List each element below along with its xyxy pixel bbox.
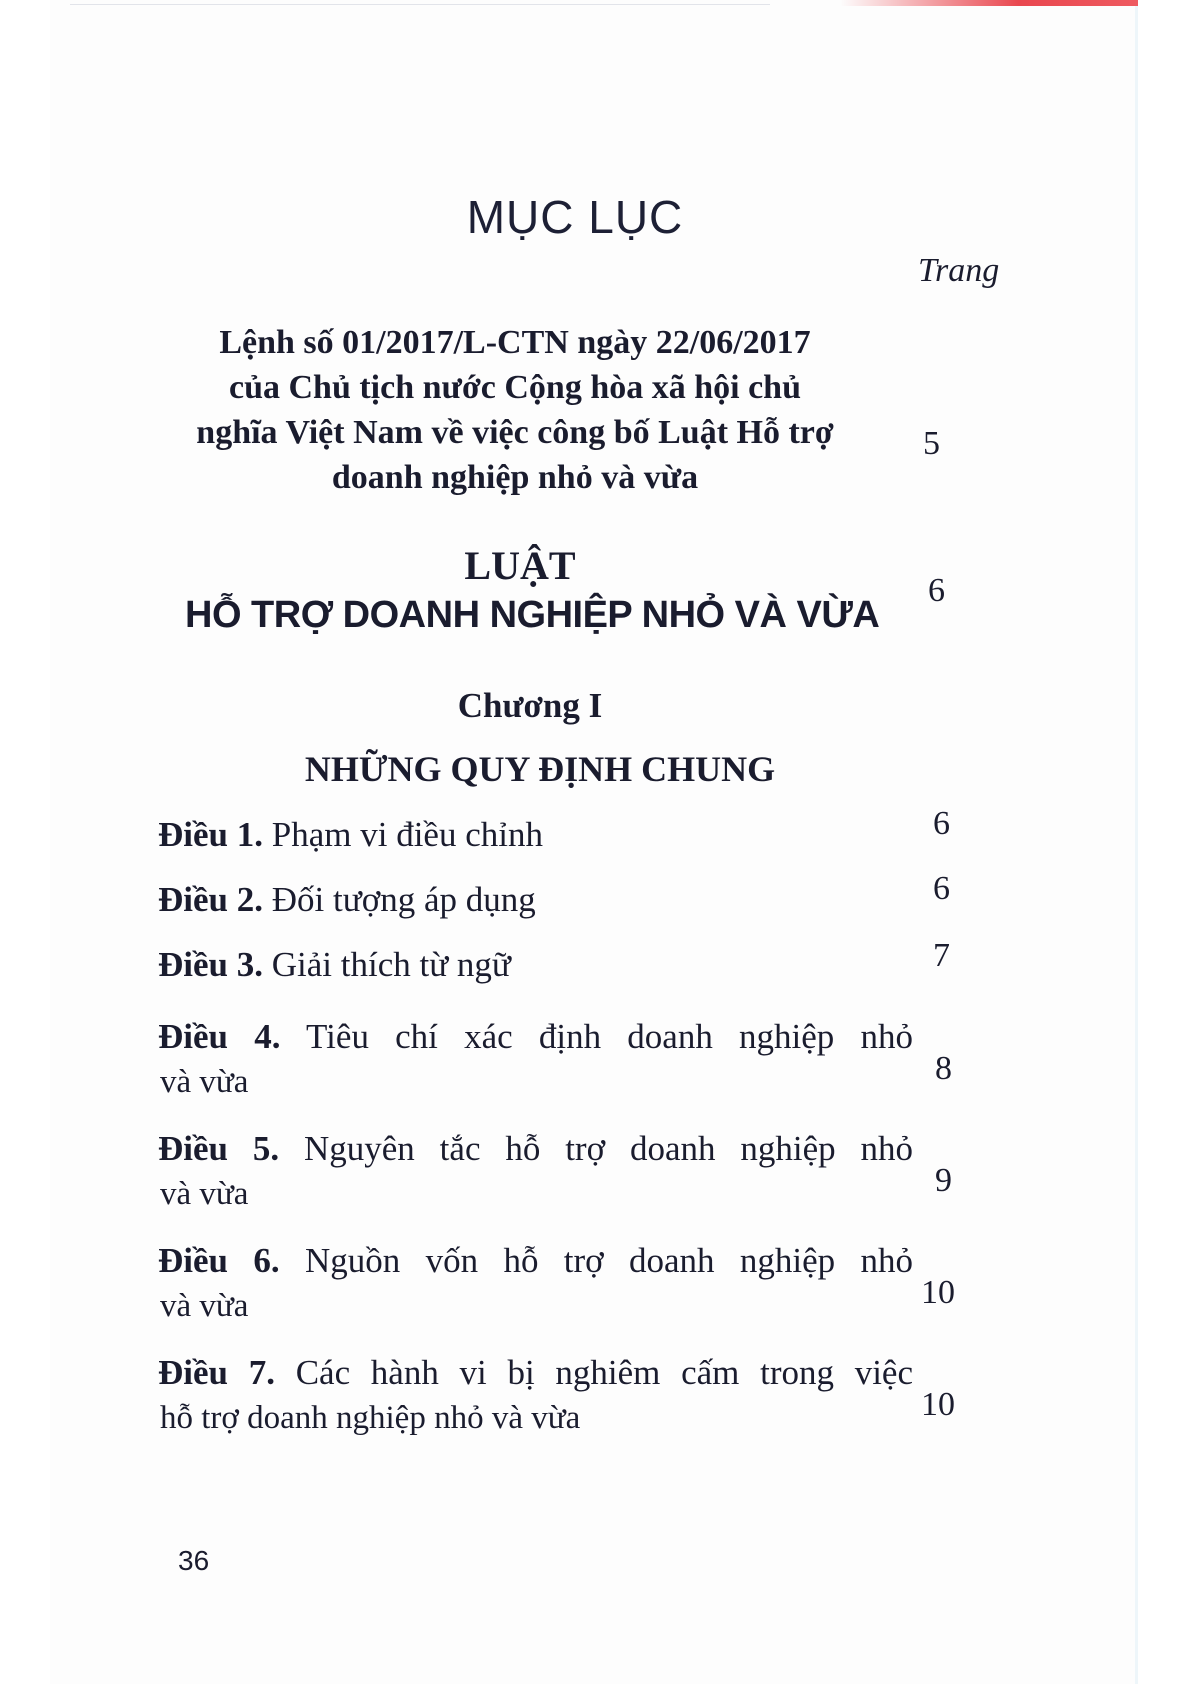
cover-edge-red	[840, 0, 1138, 6]
article-title: Nguyên tắc hỗ trợ doanh nghiệp nhỏ	[304, 1129, 913, 1168]
article-5-page: 9	[935, 1162, 952, 1199]
article-label: Điều 6.	[158, 1241, 280, 1280]
intro-line: Lệnh số 01/2017/L-CTN ngày 22/06/2017	[219, 324, 811, 361]
article-title: Tiêu chí xác định doanh nghiệp nhỏ	[306, 1017, 913, 1056]
article-5-continuation: và vừa	[160, 1176, 249, 1212]
article-title: Phạm vi điều chỉnh	[271, 815, 543, 854]
toc-entry-article-1[interactable]	[158, 815, 543, 855]
article-label: Điều 1.	[158, 815, 263, 854]
article-6-continuation: và vừa	[160, 1288, 249, 1324]
article-label: Điều 4.	[158, 1017, 281, 1056]
article-label: Điều 5.	[158, 1129, 280, 1168]
scan-margin	[1138, 0, 1190, 1684]
article-4-continuation: và vừa	[160, 1064, 249, 1100]
page-number: 36	[178, 1545, 210, 1576]
toc-entry-intro[interactable]	[150, 320, 880, 500]
article-title: Giải thích từ ngữ	[271, 945, 511, 984]
article-4-page: 8	[935, 1050, 952, 1087]
article-7-page: 10	[921, 1386, 955, 1423]
toc-entry-article-7[interactable]	[158, 1346, 913, 1400]
page-top-edge	[70, 4, 770, 5]
article-label: Điều 3.	[158, 945, 263, 984]
intro-page-number: 5	[923, 425, 940, 462]
article-2-page: 6	[933, 870, 950, 907]
toc-heading: MỤC LỤC	[466, 191, 684, 243]
article-1-page: 6	[933, 805, 950, 842]
toc-entry-article-4[interactable]	[158, 1010, 913, 1064]
intro-line: của Chủ tịch nước Cộng hòa xã hội chủ	[228, 369, 801, 406]
article-title: Các hành vi bị nghiêm cấm trong việc	[295, 1353, 914, 1392]
chapter-label: Chương I	[457, 686, 603, 725]
toc-entry-article-2[interactable]	[158, 880, 536, 920]
article-6-page: 10	[921, 1274, 955, 1311]
toc-entry-article-6[interactable]	[158, 1234, 913, 1288]
toc-entry-article-5[interactable]	[158, 1122, 913, 1176]
law-title-line2[interactable]: HỖ TRỢ DOANH NGHIỆP NHỎ VÀ VỪA	[185, 594, 880, 636]
intro-line: doanh nghiệp nhỏ và vừa	[331, 459, 699, 496]
law-page-number: 6	[928, 572, 945, 609]
page-column-label: Trang	[918, 252, 1000, 289]
article-label: Điều 7.	[158, 1353, 275, 1392]
article-7-continuation: hỗ trợ doanh nghiệp nhỏ và vừa	[160, 1400, 581, 1436]
law-title-line1: LUẬT	[464, 543, 576, 588]
article-title: Đối tượng áp dụng	[271, 880, 536, 919]
article-title: Nguồn vốn hỗ trợ doanh nghiệp nhỏ	[304, 1241, 914, 1280]
article-3-page: 7	[933, 937, 950, 974]
article-label: Điều 2.	[158, 880, 263, 919]
intro-line: nghĩa Việt Nam về việc công bố Luật Hỗ trợ	[196, 414, 834, 451]
toc-entry-article-3[interactable]	[158, 945, 511, 985]
chapter-title[interactable]: NHỮNG QUY ĐỊNH CHUNG	[304, 749, 776, 789]
